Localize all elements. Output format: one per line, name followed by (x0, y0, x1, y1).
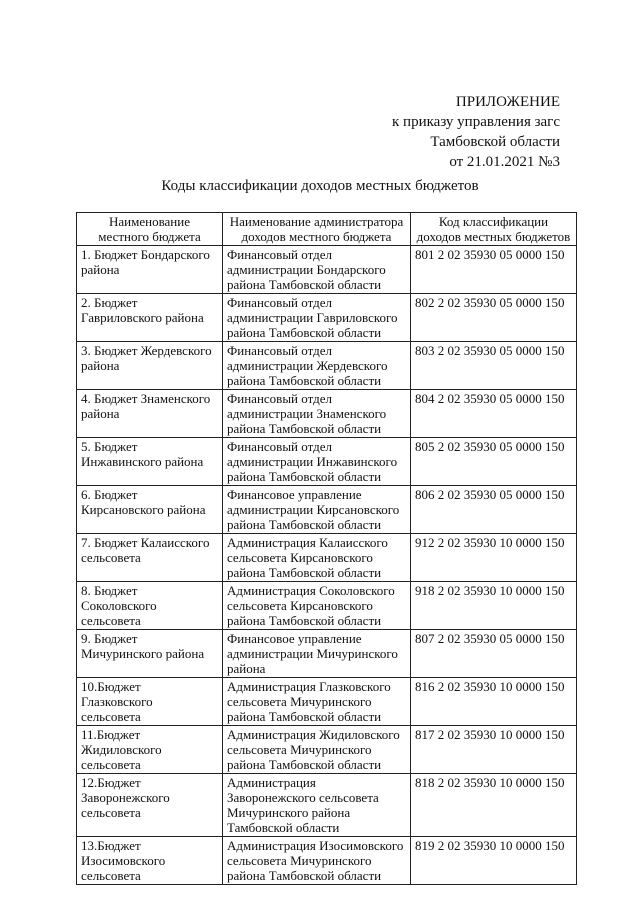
administrator-cell: Администрация Глазковского сельсовета Мичуринского района Тамбовской области (223, 678, 411, 726)
administrator-cell: Финансовый отдел администрации Гавриловского района Тамбовской области (223, 294, 411, 342)
table-row (77, 630, 577, 678)
administrator-cell: Финансовое управление администрации Мичуринского района (223, 630, 411, 678)
classification-code-cell: 801 2 02 35930 05 0000 150 (411, 246, 577, 294)
table-header-row (77, 213, 577, 246)
classification-code-cell: 819 2 02 35930 10 0000 150 (411, 837, 577, 885)
table-row (77, 534, 577, 582)
administrator-cell: Финансовое управление администрации Кирсановского района Тамбовской области (223, 486, 411, 534)
table-row (77, 837, 577, 885)
classification-code-cell: 802 2 02 35930 05 0000 150 (411, 294, 577, 342)
classification-code-cell: 803 2 02 35930 05 0000 150 (411, 342, 577, 390)
classification-code-cell: 816 2 02 35930 10 0000 150 (411, 678, 577, 726)
administrator-cell: Администрация Соколовского сельсовета Кирсановского района Тамбовской области (223, 582, 411, 630)
budget-name-cell: 7. Бюджет Калаисского сельсовета (77, 534, 223, 582)
classification-table (76, 212, 577, 885)
budget-name-cell: 6. Бюджет Кирсановского района (77, 486, 223, 534)
table-row (77, 294, 577, 342)
page-title: Коды классификации доходов местных бюджетов (161, 178, 479, 194)
budget-name-cell: 3. Бюджет Жердевского района (77, 342, 223, 390)
administrator-cell: Финансовый отдел администрации Инжавинского района Тамбовской области (223, 438, 411, 486)
appendix-title: ПРИЛОЖЕНИЕ (455, 94, 560, 110)
classification-code-cell: 806 2 02 35930 05 0000 150 (411, 486, 577, 534)
table-row (77, 390, 577, 438)
classification-code-cell: 805 2 02 35930 05 0000 150 (411, 438, 577, 486)
table-row (77, 246, 577, 294)
budget-name-cell: 11.Бюджет Жидиловского сельсовета (77, 726, 223, 774)
classification-code-cell: 918 2 02 35930 10 0000 150 (411, 582, 577, 630)
budget-name-cell: 12.Бюджет Заворонежского сельсовета (77, 774, 223, 837)
budget-name-cell: 2. Бюджет Гавриловского района (77, 294, 223, 342)
budget-name-cell: 9. Бюджет Мичуринского района (77, 630, 223, 678)
classification-code-cell: 804 2 02 35930 05 0000 150 (411, 390, 577, 438)
administrator-cell: Финансовый отдел администрации Знаменского района Тамбовской области (223, 390, 411, 438)
administrator-cell: Финансовый отдел администрации Бондарского района Тамбовской области (223, 246, 411, 294)
budget-name-cell: 5. Бюджет Инжавинского района (77, 438, 223, 486)
table-row (77, 486, 577, 534)
administrator-cell: Администрация Калаисского сельсовета Кирсановского района Тамбовской области (223, 534, 411, 582)
table-row (77, 774, 577, 837)
column-header-code: Код классификации доходов местных бюджетов (411, 213, 577, 246)
classification-code-cell: 912 2 02 35930 10 0000 150 (411, 534, 577, 582)
classification-code-cell: 807 2 02 35930 05 0000 150 (411, 630, 577, 678)
administrator-cell: Финансовый отдел администрации Жердевского района Тамбовской области (223, 342, 411, 390)
column-header-budget: Наименование местного бюджета (77, 213, 223, 246)
table-row (77, 438, 577, 486)
budget-name-cell: 13.Бюджет Изосимовского сельсовета (77, 837, 223, 885)
table-row (77, 726, 577, 774)
region-name: Тамбовской области (430, 134, 560, 150)
classification-code-cell: 818 2 02 35930 10 0000 150 (411, 774, 577, 837)
budget-name-cell: 10.Бюджет Глазковского сельсовета (77, 678, 223, 726)
order-reference: к приказу управления загс (392, 114, 560, 130)
table-row (77, 678, 577, 726)
budget-name-cell: 8. Бюджет Соколовского сельсовета (77, 582, 223, 630)
order-date-number: от 21.01.2021 №3 (449, 154, 560, 170)
classification-code-cell: 817 2 02 35930 10 0000 150 (411, 726, 577, 774)
budget-name-cell: 1. Бюджет Бондарского района (77, 246, 223, 294)
budget-name-cell: 4. Бюджет Знаменского района (77, 390, 223, 438)
administrator-cell: Администрация Изосимовского сельсовета Мичуринского района Тамбовской области (223, 837, 411, 885)
administrator-cell: Администрация Жидиловского сельсовета Мичуринского района Тамбовской области (223, 726, 411, 774)
table-row (77, 582, 577, 630)
column-header-administrator: Наименование администратора доходов местного бюджета (223, 213, 411, 246)
document-header (392, 92, 560, 172)
administrator-cell: Администрация Заворонежского сельсовета Мичуринского района Тамбовской области (223, 774, 411, 837)
table-row (77, 342, 577, 390)
